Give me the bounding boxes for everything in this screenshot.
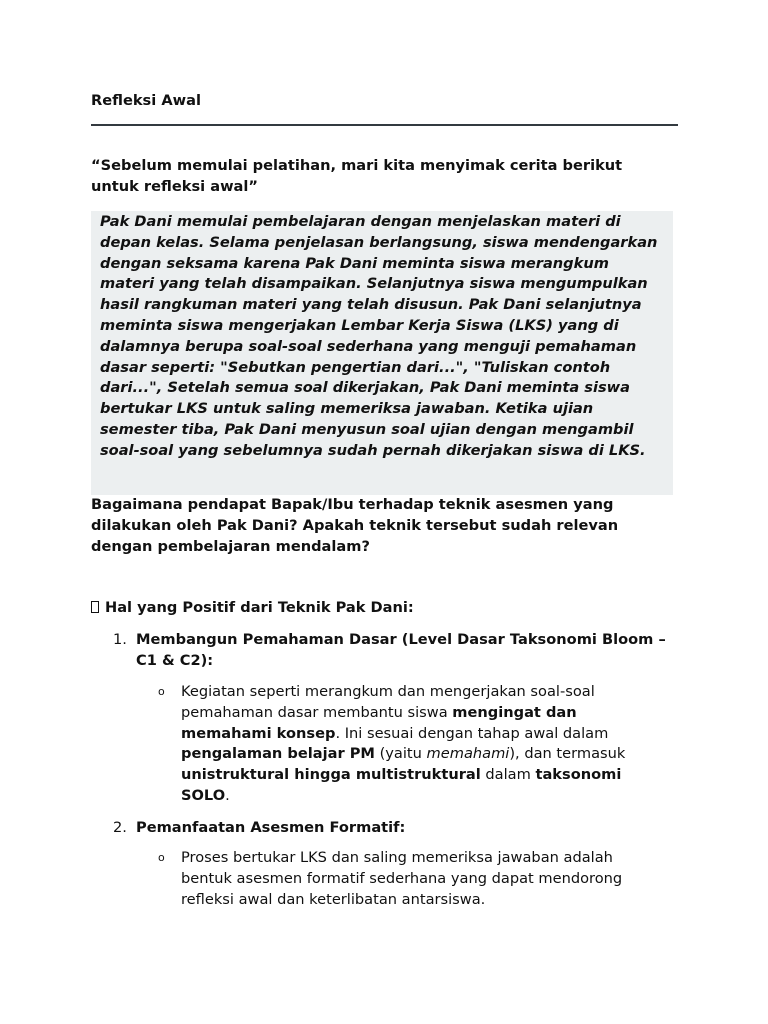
page-title: Refleksi Awal: [91, 92, 201, 109]
section-title-text: Hal yang Positif dari Teknik Pak Dani:: [105, 599, 414, 616]
emphasis-text: unistruktural hingga multistruktural: [181, 766, 481, 784]
text-run: ), dan termasuk: [509, 745, 626, 763]
story-text: Pak Dani memulai pembelajaran dengan menjelaskan materi di depan kelas. Selama penjelasan berlangsung, siswa mendengarkan dengan seksama karena Pak Dani meminta siswa merangkum materi yang telah disampaikan. Selanjutnya siswa mengumpulkan hasil rangkuman materi yang telah disusun. Pak Dani selanjutnya meminta siswa mengerjakan Lembar Kerja Siswa (LKS) yang di dalamnya berupa soal-soal sederhana yang menguji pemahaman dasar seperti: "Sebutkan pengertian dari...", "Tuliskan contoh dari...", Setelah semua soal dikerjakan, Pak Dani meminta siswa bertukar LKS untuk saling memeriksa jawaban. Ketika ujian semester tiba, Pak Dani menyusun soal ujian dengan mengambil soal-soal yang sebelumnya sudah pernah dikerjakan siswa di LKS.: [100, 213, 658, 459]
emphasis-text: taksonomi SOLO: [181, 766, 622, 804]
text-run: dalam: [480, 766, 536, 784]
list-item: [113, 630, 678, 672]
text-run: .: [225, 786, 230, 804]
italic-text: memahami: [426, 745, 510, 763]
missing-glyph-icon: [91, 601, 99, 613]
sub-bullet-marker: o: [158, 685, 165, 698]
reflection-question: Bagaimana pendapat Bapak/Ibu terhadap teknik asesmen yang dilakukan oleh Pak Dani? Apakah teknik tersebut sudah relevan dengan pembelajaran mendalam?: [91, 496, 619, 555]
list-item: [113, 818, 678, 839]
sub-list-item: [158, 682, 658, 807]
list-item-number: 2.: [113, 819, 127, 836]
sub-list-item: [158, 848, 658, 910]
sub-list-item-text: [181, 682, 658, 807]
sub-list-item-text: Proses bertukar LKS dan saling memeriksa jawaban adalah bentuk asesmen formatif sederhana yang dapat mendorong refleksi awal dan keterlibatan antarsiswa.: [181, 849, 623, 908]
list-item-title: Membangun Pemahaman Dasar (Level Dasar Taksonomi Bloom – C1 & C2):: [136, 631, 666, 669]
text-run: (yaitu: [374, 745, 427, 763]
list-item-title: Pemanfaatan Asesmen Formatif:: [136, 819, 406, 836]
title-divider: [91, 124, 678, 126]
text-run: Kegiatan seperti merangkum dan mengerjakan soal-soal pemahaman dasar membantu siswa: [181, 683, 595, 721]
intro-quote: “Sebelum memulai pelatihan, mari kita menyimak cerita berikut untuk refleksi awal”: [91, 157, 623, 195]
sub-bullet-marker: o: [158, 851, 165, 864]
emphasis-text: pengalaman belajar PM: [181, 745, 375, 763]
emphasis-text: mengingat dan memahami konsep: [181, 703, 577, 742]
list-item-number: 1.: [113, 631, 127, 648]
story-box: [91, 211, 673, 495]
section-title: [91, 598, 414, 619]
text-run: . Ini sesuai dengan tahap awal dalam: [335, 724, 609, 742]
